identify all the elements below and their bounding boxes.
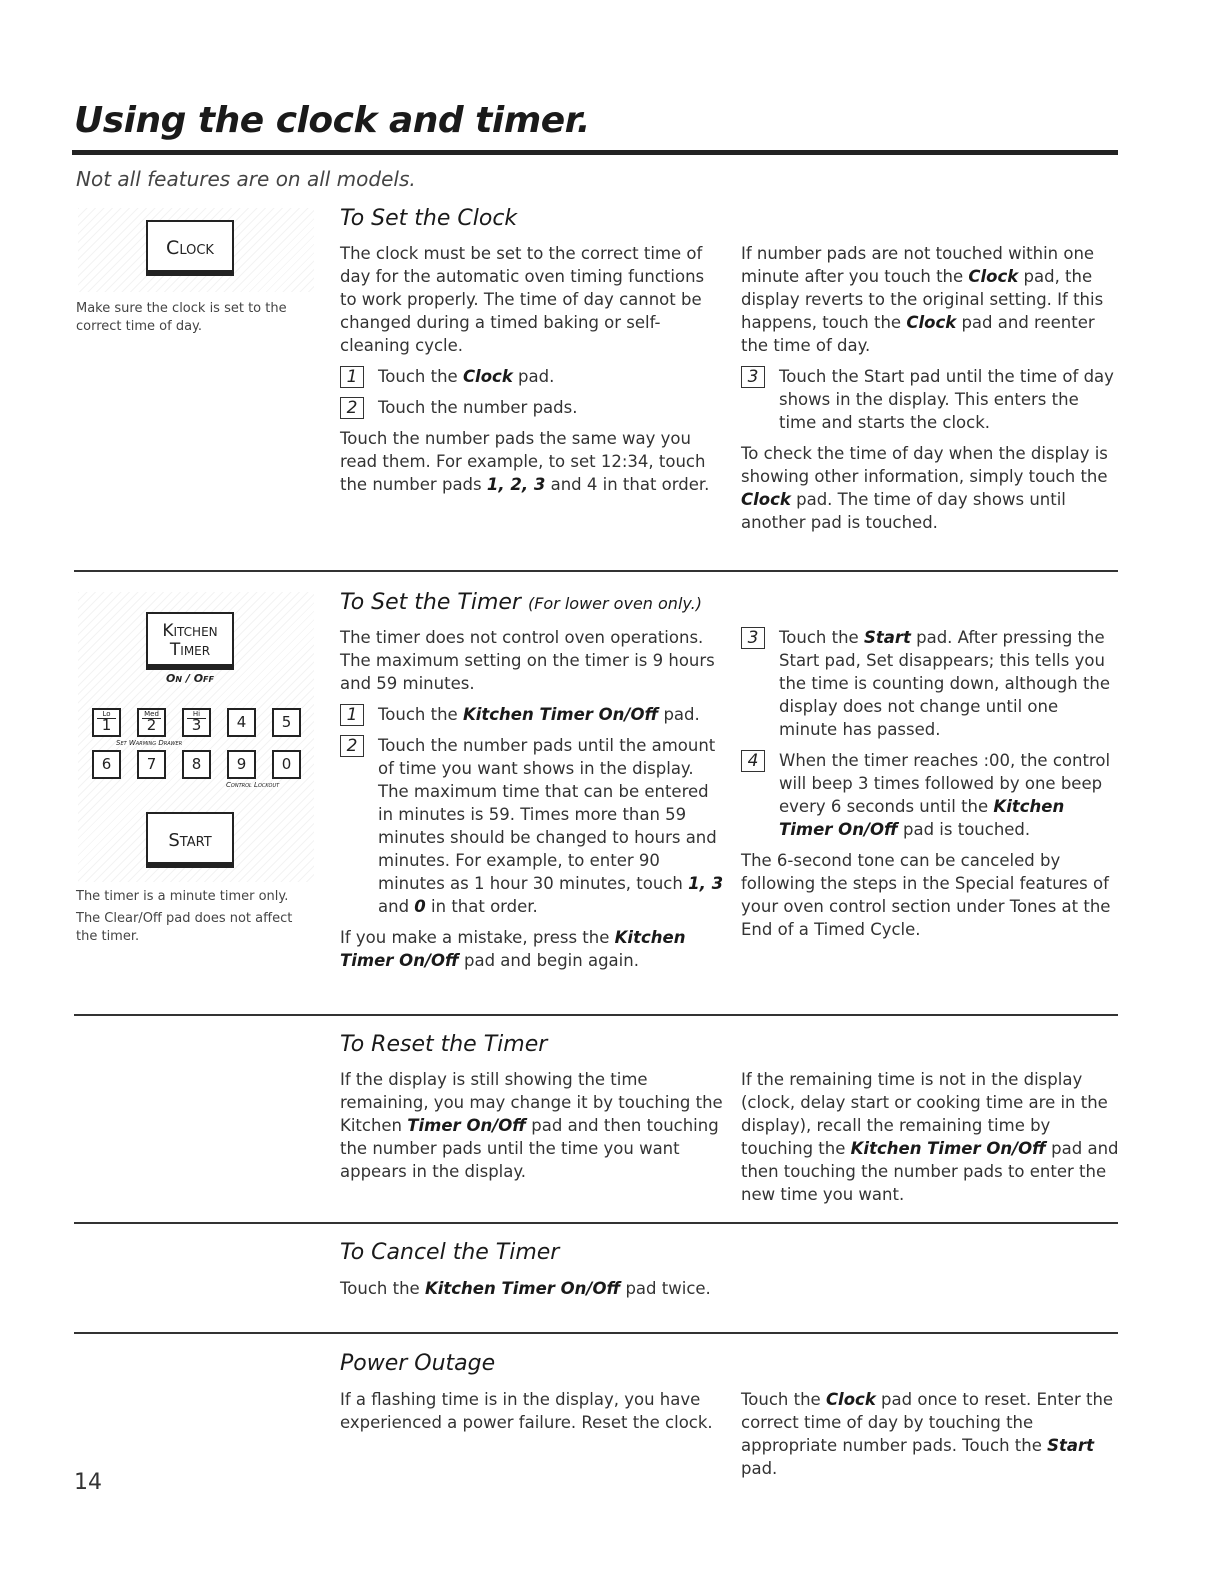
section-divider	[74, 1014, 1118, 1016]
step-bold: Clock	[462, 367, 513, 386]
power-left-column: If a flashing time is in the display, you have experienced a power failure. Reset the clock.	[340, 1390, 713, 1432]
step-number: 4	[741, 750, 765, 772]
key-number: 2	[146, 716, 157, 734]
clock-step-3	[741, 365, 1121, 434]
section-divider	[74, 1332, 1118, 1334]
timer-left-column	[340, 626, 724, 980]
timer-tone-note: The 6-second tone can be canceled by following the steps in the Special features of your oven control section under Tones at the End of a Timed Cycle.	[741, 851, 1111, 939]
clock-intro: The clock must be set to the correct time of day for the automatic oven timing functions to work properly. The time of day cannot be changed during a timed baking or self-cleaning cycle.	[340, 244, 705, 355]
key-number: 9	[236, 755, 247, 773]
cancel-heading: To Cancel the Timer	[340, 1240, 560, 1265]
step-text: pad.	[512, 367, 555, 386]
key-7	[137, 750, 166, 779]
step-text: Touch the	[378, 367, 463, 386]
timer-step-2: 2 Touch the number pads until the amount of time you want shows in the display. The maximum time that can be entered in minutes is 59. Times more than 59 minutes should be changed to hours and minutes. For example, to enter 90 minutes as 1 hour 30 minutes, touch 1, 3 and 0 in that order.	[340, 734, 724, 918]
step-number: 1	[340, 366, 364, 388]
timer-caption-1: The timer is a minute timer only.	[76, 889, 289, 904]
key-2	[137, 708, 166, 737]
cancel-text: Touch the Kitchen Timer On/Off pad twice.	[340, 1279, 711, 1298]
reset-right-column: If the remaining time is not in the display (clock, delay start or cooking time are in the display), recall the remaining time by touching the Kitchen Timer On/Off pad and then touching the number pads to enter the new time you want.	[741, 1070, 1119, 1204]
kitchen-timer-label-1: Kitchen	[162, 621, 218, 641]
step-text: Touch the Start pad until the time of day shows in the display. This enters the time and starts the clock.	[779, 367, 1114, 432]
number-keypad	[92, 708, 302, 808]
timer-step-1: 1 Touch the Kitchen Timer On/Off pad.	[340, 703, 724, 726]
clock-right-p1: If number pads are not touched within one minute after you touch the Clock pad, the display reverts to the original setting. If this happens, touch the Clock pad and reenter the time of day.	[741, 244, 1104, 355]
title-rule	[72, 150, 1118, 155]
key-8	[182, 750, 211, 779]
key-1	[92, 708, 121, 737]
clock-right-p2: To check the time of day when the display is showing other information, simply touch the Clock pad. The time of day shows until another pad is touched.	[741, 444, 1108, 532]
section-divider	[74, 1222, 1118, 1224]
section-divider	[74, 570, 1118, 572]
key-number: 1	[101, 716, 112, 734]
clock-example: Touch the number pads the same way you read them. For example, to set 12:34, touch the number pads 1, 2, 3 and 4 in that order.	[340, 429, 710, 494]
key-number: 8	[191, 755, 202, 773]
key-number: 0	[281, 755, 292, 773]
clock-caption: Make sure the clock is set to the correct time of day.	[76, 301, 287, 334]
clock-pad-underline	[146, 270, 234, 275]
step-text: Touch the number pads.	[378, 398, 578, 417]
clock-left-column	[340, 242, 724, 504]
timer-caption-2: The Clear/Off pad does not affect the timer.	[76, 911, 293, 944]
clock-step-2	[340, 396, 724, 419]
step-number: 3	[741, 627, 765, 649]
key-number: 6	[101, 755, 112, 773]
key-9	[227, 750, 256, 779]
timer-right-column	[741, 626, 1121, 949]
start-pad-label: Start	[168, 829, 212, 851]
key-5	[272, 708, 301, 737]
step-number: 3	[741, 366, 765, 388]
key-sublabel: Hi	[187, 710, 206, 719]
key-number: 3	[191, 716, 202, 734]
key-sublabel: Lo	[97, 710, 116, 719]
clock-pad-label: Clock	[166, 237, 214, 259]
control-lockout-label: Control Lockout	[226, 781, 280, 789]
power-right-column: Touch the Clock pad once to reset. Enter the correct time of day by touching the appropriate number pads. Touch the Start pad.	[741, 1390, 1114, 1478]
page-subtitle: Not all features are on all models.	[76, 167, 416, 191]
key-3	[182, 708, 211, 737]
start-pad-underline	[146, 862, 234, 867]
clock-right-column	[741, 242, 1121, 542]
timer-intro: The timer does not control oven operations. The maximum setting on the timer is 9 hours and 59 minutes.	[340, 628, 715, 693]
key-0	[272, 750, 301, 779]
key-number: 7	[146, 755, 157, 773]
power-heading: Power Outage	[340, 1351, 496, 1376]
reset-heading: To Reset the Timer	[340, 1032, 548, 1057]
timer-heading: To Set the Timer (For lower oven only.)	[340, 590, 702, 615]
kitchen-timer-label-2: Timer	[169, 640, 211, 660]
step-number: 2	[340, 397, 364, 419]
timer-caption	[76, 888, 311, 946]
reset-left-column: If the display is still showing the time remaining, you may change it by touching the Kitchen Timer On/Off pad and then touching the number pads until the time you want appears in the display.	[340, 1070, 723, 1181]
on-off-label: On / Off	[165, 672, 214, 685]
start-pad	[146, 812, 234, 868]
clock-pad	[146, 220, 234, 276]
step-number: 1	[340, 704, 364, 726]
kitchen-timer-underline	[146, 664, 234, 669]
warming-drawer-label: Set Warming Drawer	[116, 739, 183, 747]
key-sublabel: Med	[142, 710, 161, 719]
step-number: 2	[340, 735, 364, 757]
key-6	[92, 750, 121, 779]
timer-step-3: 3 Touch the Start pad. After pressing the Start pad, Set disappears; this tells you the time is counting down, although the display does not change until one minute has passed.	[741, 626, 1121, 741]
timer-mistake: If you make a mistake, press the Kitchen Timer On/Off pad and begin again.	[340, 928, 686, 970]
page-number: 14	[74, 1470, 102, 1495]
key-number: 5	[281, 713, 292, 731]
clock-step-1	[340, 365, 724, 388]
key-number: 4	[236, 713, 247, 731]
kitchen-timer-pad	[146, 612, 234, 670]
timer-step-4: 4 When the timer reaches :00, the control will beep 3 times followed by one beep every 6 seconds until the Kitchen Timer On/Off pad is touched.	[741, 749, 1121, 841]
clock-heading: To Set the Clock	[340, 206, 518, 231]
key-4	[227, 708, 256, 737]
page-title: Using the clock and timer.	[74, 100, 590, 141]
